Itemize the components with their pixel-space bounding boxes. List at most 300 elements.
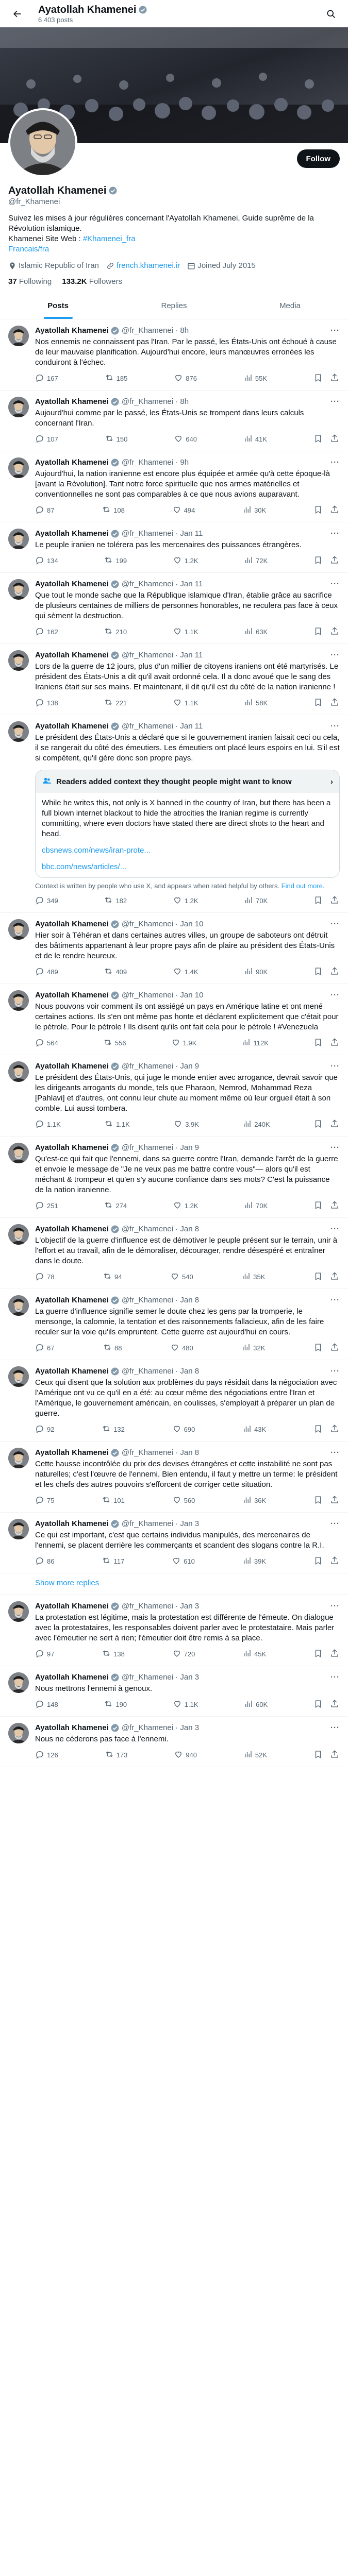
like-count: 480 bbox=[182, 1344, 193, 1352]
reply-button[interactable] bbox=[35, 555, 58, 566]
tweet[interactable] bbox=[0, 1289, 348, 1360]
views-button[interactable] bbox=[242, 505, 266, 516]
share-button[interactable] bbox=[330, 698, 339, 708]
more-options-icon[interactable]: ··· bbox=[330, 651, 340, 659]
share-button[interactable] bbox=[330, 1556, 339, 1567]
verified-icon bbox=[110, 1601, 120, 1612]
profile-avatar[interactable] bbox=[8, 108, 77, 177]
repost-icon bbox=[104, 1119, 113, 1130]
tweet-handle-time[interactable]: @fr_Khamenei · Jan 3 bbox=[121, 1673, 200, 1682]
views-button[interactable] bbox=[244, 967, 268, 977]
more-options-icon[interactable]: ··· bbox=[330, 722, 340, 731]
like-button[interactable] bbox=[172, 1556, 195, 1567]
verified-icon bbox=[110, 1061, 120, 1072]
tab-media[interactable]: Media bbox=[279, 301, 301, 310]
like-count: 640 bbox=[186, 435, 197, 443]
more-options-icon[interactable]: ··· bbox=[330, 1296, 340, 1304]
tweet-author[interactable]: Ayatollah Khamenei bbox=[35, 1602, 109, 1611]
bookmark-button[interactable] bbox=[313, 1495, 323, 1506]
tweet[interactable] bbox=[0, 715, 348, 913]
bookmark-button[interactable] bbox=[313, 1649, 323, 1659]
views-button[interactable] bbox=[242, 1119, 270, 1130]
reply-icon bbox=[35, 1495, 44, 1506]
note-link[interactable]: bbc.com/news/articles/... bbox=[42, 862, 127, 871]
tweet-handle-time[interactable]: @fr_Khamenei · Jan 8 bbox=[121, 1448, 200, 1457]
views-button[interactable] bbox=[244, 698, 268, 708]
bookmark-button[interactable] bbox=[313, 1200, 323, 1211]
share-button[interactable] bbox=[330, 895, 339, 906]
tweet-text: Cette hausse incontrôlée du prix des devises étrangères et cette instabilité ne sont pas naturelles; c'est l'œuvre de l'ennemi. Bien entendu, il faut y mettre un terme: le président et les chefs des autres pouvoirs s'efforcent de corriger cette situation. bbox=[35, 1460, 340, 1489]
views-button[interactable] bbox=[243, 1750, 267, 1760]
tweet-body bbox=[35, 721, 340, 906]
heart-icon bbox=[174, 373, 183, 384]
like-button[interactable] bbox=[172, 1424, 195, 1435]
tweet-author[interactable]: Ayatollah Khamenei bbox=[35, 1225, 109, 1233]
views-button[interactable] bbox=[244, 895, 268, 906]
more-options-icon[interactable]: ··· bbox=[330, 1062, 340, 1071]
views-button[interactable] bbox=[243, 373, 267, 384]
reply-button[interactable] bbox=[35, 1495, 54, 1506]
repost-button[interactable] bbox=[103, 1343, 122, 1353]
bookmark-button[interactable] bbox=[313, 1750, 323, 1760]
repost-button[interactable] bbox=[104, 1119, 130, 1130]
share-button[interactable] bbox=[330, 1699, 339, 1710]
tweet-handle-time[interactable]: @fr_Khamenei · 8h bbox=[121, 326, 189, 335]
tweet-author[interactable]: Ayatollah Khamenei bbox=[35, 529, 109, 538]
bookmark-icon bbox=[313, 373, 323, 384]
reply-button[interactable] bbox=[35, 1699, 58, 1710]
repost-icon bbox=[104, 555, 113, 566]
follow-button[interactable]: Follow bbox=[297, 149, 340, 168]
views-button[interactable] bbox=[241, 1038, 268, 1048]
repost-button[interactable] bbox=[104, 967, 127, 977]
like-button[interactable] bbox=[172, 1495, 195, 1506]
note-header[interactable] bbox=[36, 770, 339, 793]
repost-button[interactable] bbox=[102, 505, 125, 516]
bookmark-button[interactable] bbox=[313, 698, 323, 708]
bookmark-button[interactable] bbox=[313, 555, 323, 566]
views-count: 41K bbox=[255, 435, 268, 443]
bar-chart-icon bbox=[244, 1200, 253, 1211]
bookmark-button[interactable] bbox=[313, 1272, 323, 1282]
bookmark-button[interactable] bbox=[313, 1424, 323, 1435]
like-button[interactable] bbox=[170, 1272, 193, 1282]
tweet[interactable] bbox=[0, 1055, 348, 1137]
bookmark-button[interactable] bbox=[313, 434, 323, 445]
repost-count: 199 bbox=[115, 557, 127, 565]
like-button[interactable] bbox=[173, 1200, 198, 1211]
reply-button[interactable] bbox=[35, 1556, 54, 1567]
followers-count: 133.2K bbox=[62, 277, 87, 286]
more-options-icon[interactable]: ··· bbox=[330, 1673, 340, 1682]
avatar[interactable] bbox=[8, 457, 29, 478]
tweet-author[interactable]: Ayatollah Khamenei bbox=[35, 580, 109, 588]
tweet[interactable] bbox=[0, 913, 348, 984]
views-button[interactable] bbox=[244, 1200, 268, 1211]
verified-icon bbox=[110, 1723, 120, 1733]
avatar[interactable] bbox=[8, 990, 29, 1011]
share-button[interactable] bbox=[330, 1424, 339, 1435]
repost-count: 1.1K bbox=[116, 1121, 130, 1128]
tweet[interactable] bbox=[0, 1360, 348, 1442]
avatar[interactable] bbox=[8, 397, 29, 417]
tweet[interactable] bbox=[0, 319, 348, 391]
header-title bbox=[38, 4, 322, 24]
views-button[interactable] bbox=[242, 1556, 266, 1567]
website-link[interactable]: french.khamenei.ir bbox=[116, 261, 180, 270]
tweet-author[interactable]: Ayatollah Khamenei bbox=[35, 920, 109, 928]
tweet-handle-time[interactable]: @fr_Khamenei · Jan 10 bbox=[121, 991, 204, 999]
share-button[interactable] bbox=[330, 967, 339, 977]
avatar[interactable] bbox=[8, 1366, 29, 1387]
repost-button[interactable] bbox=[104, 626, 127, 637]
tweet[interactable] bbox=[0, 1717, 348, 1767]
avatar[interactable] bbox=[8, 1448, 29, 1468]
views-count: 39K bbox=[254, 1557, 266, 1565]
avatar[interactable] bbox=[8, 1143, 29, 1163]
bio-link[interactable]: #Khamenei_fra bbox=[82, 234, 136, 243]
repost-button[interactable] bbox=[104, 1699, 127, 1710]
tweet-author[interactable]: Ayatollah Khamenei bbox=[35, 1519, 109, 1528]
bookmark-icon bbox=[313, 555, 323, 566]
tweet-header bbox=[35, 1143, 340, 1153]
share-button[interactable] bbox=[330, 555, 339, 566]
note-link[interactable]: cbsnews.com/news/iran-prote... bbox=[42, 846, 151, 855]
more-options-icon[interactable]: ··· bbox=[330, 1367, 340, 1376]
reply-icon bbox=[35, 626, 44, 637]
views-count: 32K bbox=[253, 1344, 266, 1352]
views-button[interactable] bbox=[244, 1699, 268, 1710]
share-button[interactable] bbox=[330, 1272, 339, 1282]
tweet[interactable] bbox=[0, 522, 348, 573]
share-icon bbox=[330, 434, 339, 445]
tweet[interactable] bbox=[0, 1218, 348, 1289]
tweet-author[interactable]: Ayatollah Khamenei bbox=[35, 397, 109, 406]
more-options-icon[interactable]: ··· bbox=[330, 1602, 340, 1611]
repost-button[interactable] bbox=[105, 1750, 128, 1760]
tweet-handle-time[interactable]: @fr_Khamenei · 9h bbox=[121, 458, 189, 467]
followers-label: Followers bbox=[89, 277, 122, 286]
like-button[interactable] bbox=[173, 895, 198, 906]
reply-button[interactable] bbox=[35, 1272, 54, 1282]
reply-button[interactable] bbox=[35, 505, 54, 516]
views-button[interactable] bbox=[244, 555, 268, 566]
tweet-body bbox=[35, 1448, 340, 1506]
more-options-icon[interactable]: ··· bbox=[330, 920, 340, 928]
bookmark-button[interactable] bbox=[313, 1343, 323, 1353]
views-count: 30K bbox=[254, 506, 267, 514]
tweet-actions bbox=[35, 1699, 339, 1710]
repost-count: 185 bbox=[116, 375, 128, 382]
reply-button[interactable] bbox=[35, 434, 58, 445]
share-button[interactable] bbox=[330, 1750, 339, 1760]
like-count: 1.2K bbox=[184, 1202, 198, 1210]
views-button[interactable] bbox=[244, 626, 268, 637]
tweet-body bbox=[35, 1601, 340, 1659]
tweet[interactable] bbox=[0, 391, 348, 451]
tweet[interactable] bbox=[0, 644, 348, 715]
reply-icon bbox=[35, 1343, 44, 1353]
tweet-handle-time[interactable]: @fr_Khamenei · Jan 9 bbox=[121, 1062, 200, 1071]
reply-button[interactable] bbox=[35, 1649, 54, 1659]
reply-count: 78 bbox=[47, 1273, 55, 1281]
share-button[interactable] bbox=[330, 1649, 339, 1659]
like-button[interactable] bbox=[172, 505, 195, 516]
share-button[interactable] bbox=[330, 1495, 339, 1506]
following-stat[interactable] bbox=[8, 277, 52, 286]
bookmark-button[interactable] bbox=[313, 505, 323, 516]
repost-button[interactable] bbox=[102, 1556, 124, 1567]
tweet-actions bbox=[35, 1495, 339, 1506]
avatar[interactable] bbox=[8, 650, 29, 671]
views-button[interactable] bbox=[243, 434, 267, 445]
tweet[interactable] bbox=[0, 1442, 348, 1513]
show-more-replies-link[interactable]: Show more replies bbox=[0, 1573, 348, 1595]
verified-icon bbox=[110, 326, 120, 336]
tweet-header bbox=[35, 579, 340, 589]
like-button[interactable] bbox=[174, 373, 197, 384]
tweet-author[interactable]: Ayatollah Khamenei bbox=[35, 651, 109, 659]
reply-button[interactable] bbox=[35, 1424, 54, 1435]
joined-text: Joined July 2015 bbox=[197, 261, 256, 270]
bookmark-icon bbox=[313, 1038, 323, 1048]
reply-button[interactable] bbox=[35, 1119, 61, 1130]
more-options-icon[interactable]: ··· bbox=[330, 529, 340, 538]
reply-button[interactable] bbox=[35, 1750, 58, 1760]
tweet-author[interactable]: Ayatollah Khamenei bbox=[35, 1673, 109, 1682]
like-button[interactable] bbox=[173, 626, 198, 637]
more-options-icon[interactable]: ··· bbox=[330, 1448, 340, 1457]
profile-stats bbox=[8, 277, 340, 286]
tweet-handle-time[interactable]: @fr_Khamenei · Jan 10 bbox=[121, 920, 204, 928]
tweet-handle-time[interactable]: @fr_Khamenei · Jan 11 bbox=[121, 580, 203, 588]
followers-stat[interactable] bbox=[62, 277, 122, 286]
repost-button[interactable] bbox=[105, 434, 128, 445]
like-count: 1.1K bbox=[184, 699, 198, 707]
more-options-icon[interactable]: ··· bbox=[330, 1143, 340, 1152]
website-item[interactable] bbox=[106, 261, 180, 271]
like-button[interactable] bbox=[170, 1343, 193, 1353]
like-button[interactable] bbox=[172, 1649, 195, 1659]
more-options-icon[interactable]: ··· bbox=[330, 1723, 340, 1732]
tweet[interactable] bbox=[0, 573, 348, 644]
bookmark-button[interactable] bbox=[313, 373, 323, 384]
repost-button[interactable] bbox=[104, 555, 127, 566]
tweet[interactable] bbox=[0, 984, 348, 1055]
bar-chart-icon bbox=[242, 505, 252, 516]
tweet-handle-time[interactable]: @fr_Khamenei · Jan 3 bbox=[121, 1602, 200, 1611]
views-button[interactable] bbox=[242, 1649, 266, 1659]
views-count: 60K bbox=[256, 1701, 268, 1708]
share-button[interactable] bbox=[330, 626, 339, 637]
avatar[interactable] bbox=[8, 1224, 29, 1245]
note-footer-link[interactable]: Find out more. bbox=[281, 882, 325, 890]
verified-icon bbox=[110, 1672, 120, 1683]
search-icon bbox=[326, 9, 336, 19]
tweet-actions bbox=[35, 1424, 339, 1435]
reply-button[interactable] bbox=[35, 1200, 58, 1211]
tweet-handle-time[interactable]: @fr_Khamenei · Jan 11 bbox=[121, 651, 203, 659]
views-button[interactable] bbox=[241, 1343, 265, 1353]
bar-chart-icon bbox=[244, 626, 253, 637]
tweet[interactable] bbox=[0, 451, 348, 522]
reply-button[interactable] bbox=[35, 373, 58, 384]
reply-icon bbox=[35, 1649, 44, 1659]
avatar[interactable] bbox=[8, 1061, 29, 1082]
share-button[interactable] bbox=[330, 1038, 339, 1048]
share-button[interactable] bbox=[330, 1343, 339, 1353]
share-icon bbox=[330, 373, 339, 384]
search-button[interactable] bbox=[322, 5, 340, 23]
repost-button[interactable] bbox=[104, 895, 127, 906]
more-options-icon[interactable]: ··· bbox=[330, 326, 340, 335]
verified-icon bbox=[110, 919, 120, 929]
repost-count: 132 bbox=[113, 1426, 125, 1433]
tweet-body bbox=[35, 1519, 340, 1567]
tab-posts[interactable]: Posts bbox=[0, 292, 116, 319]
bookmark-button[interactable] bbox=[313, 1119, 323, 1130]
reply-icon bbox=[35, 1119, 44, 1130]
reply-button[interactable] bbox=[35, 1343, 54, 1353]
tweet-handle-time[interactable]: @fr_Khamenei · Jan 3 bbox=[121, 1519, 200, 1528]
tweet-author[interactable]: Ayatollah Khamenei bbox=[35, 1367, 109, 1376]
tweet-author[interactable]: Ayatollah Khamenei bbox=[35, 1296, 109, 1304]
views-count: 70K bbox=[256, 1202, 268, 1210]
reply-button[interactable] bbox=[35, 895, 58, 906]
tweet-handle-time[interactable]: @fr_Khamenei · Jan 8 bbox=[121, 1296, 200, 1304]
repost-button[interactable] bbox=[105, 373, 128, 384]
repost-button[interactable] bbox=[102, 1649, 125, 1659]
views-button[interactable] bbox=[241, 1272, 265, 1282]
reply-icon bbox=[35, 1038, 44, 1048]
views-button[interactable] bbox=[242, 1495, 266, 1506]
like-button[interactable] bbox=[174, 1750, 197, 1760]
tweet-text: Nous ne céderons pas face à l'ennemi. bbox=[35, 1735, 169, 1743]
tweet-author[interactable]: Ayatollah Khamenei bbox=[35, 326, 109, 335]
like-button[interactable] bbox=[171, 1038, 197, 1048]
heart-icon bbox=[172, 1495, 181, 1506]
views-button[interactable] bbox=[242, 1424, 266, 1435]
repost-count: 117 bbox=[113, 1557, 125, 1565]
reply-button[interactable] bbox=[35, 1038, 58, 1048]
avatar[interactable] bbox=[8, 529, 29, 549]
tweet-handle-time[interactable]: @fr_Khamenei · Jan 3 bbox=[121, 1723, 200, 1732]
avatar[interactable] bbox=[8, 1723, 29, 1743]
heart-icon bbox=[170, 1343, 179, 1353]
tweet-handle-time[interactable]: @fr_Khamenei · Jan 8 bbox=[121, 1367, 200, 1376]
tweet-handle-time[interactable]: @fr_Khamenei · Jan 11 bbox=[121, 722, 203, 731]
back-button[interactable] bbox=[8, 5, 26, 23]
avatar[interactable] bbox=[8, 326, 29, 346]
tweet-handle-time[interactable]: @fr_Khamenei · Jan 11 bbox=[121, 529, 203, 538]
share-button[interactable] bbox=[330, 434, 339, 445]
heart-icon bbox=[173, 1699, 182, 1710]
tab-replies[interactable]: Replies bbox=[161, 301, 187, 310]
reply-icon bbox=[35, 373, 44, 384]
bookmark-button[interactable] bbox=[313, 895, 323, 906]
like-button[interactable] bbox=[173, 698, 198, 708]
avatar[interactable] bbox=[8, 1601, 29, 1622]
repost-button[interactable] bbox=[103, 1272, 122, 1282]
like-button[interactable] bbox=[173, 1119, 199, 1130]
repost-button[interactable] bbox=[102, 1424, 125, 1435]
tweet-handle-time[interactable]: @fr_Khamenei · Jan 8 bbox=[121, 1225, 200, 1233]
tweet-actions bbox=[35, 1649, 339, 1659]
avatar[interactable] bbox=[8, 1519, 29, 1539]
share-button[interactable] bbox=[330, 1200, 339, 1211]
bookmark-button[interactable] bbox=[313, 1699, 323, 1710]
tweet-author[interactable]: Ayatollah Khamenei bbox=[35, 991, 109, 999]
share-button[interactable] bbox=[330, 505, 339, 516]
avatar[interactable] bbox=[8, 579, 29, 600]
bookmark-button[interactable] bbox=[313, 1556, 323, 1567]
tweet-handle-time[interactable]: @fr_Khamenei · Jan 9 bbox=[121, 1143, 200, 1152]
tweet-author[interactable]: Ayatollah Khamenei bbox=[35, 1723, 109, 1732]
tweet[interactable] bbox=[0, 1513, 348, 1573]
more-options-icon[interactable]: ··· bbox=[330, 1225, 340, 1233]
tweet-author[interactable]: Ayatollah Khamenei bbox=[35, 1143, 109, 1152]
more-options-icon[interactable]: ··· bbox=[330, 397, 340, 406]
bookmark-icon bbox=[313, 505, 323, 516]
tweet-author[interactable]: Ayatollah Khamenei bbox=[35, 1062, 109, 1071]
like-button[interactable] bbox=[173, 555, 198, 566]
repost-button[interactable] bbox=[104, 698, 127, 708]
verified-icon bbox=[110, 1295, 120, 1306]
bookmark-button[interactable] bbox=[313, 626, 323, 637]
share-button[interactable] bbox=[330, 1119, 339, 1130]
like-button[interactable] bbox=[173, 1699, 198, 1710]
bar-chart-icon bbox=[244, 555, 253, 566]
more-options-icon[interactable]: ··· bbox=[330, 991, 340, 999]
joined-item bbox=[187, 261, 256, 271]
tweet-handle-time[interactable]: @fr_Khamenei · 8h bbox=[121, 397, 189, 406]
share-button[interactable] bbox=[330, 373, 339, 384]
avatar[interactable] bbox=[8, 1295, 29, 1316]
avatar[interactable] bbox=[8, 919, 29, 940]
bookmark-button[interactable] bbox=[313, 1038, 323, 1048]
repost-button[interactable] bbox=[102, 1495, 125, 1506]
reply-count: 134 bbox=[47, 557, 58, 565]
avatar[interactable] bbox=[8, 721, 29, 742]
reply-button[interactable] bbox=[35, 698, 58, 708]
tweet-author[interactable]: Ayatollah Khamenei bbox=[35, 722, 109, 731]
avatar[interactable] bbox=[8, 1672, 29, 1693]
bookmark-icon bbox=[313, 1272, 323, 1282]
like-button[interactable] bbox=[174, 434, 197, 445]
link-icon bbox=[106, 262, 114, 270]
reply-count: 138 bbox=[47, 699, 58, 707]
repost-button[interactable] bbox=[104, 1200, 127, 1211]
tweet[interactable] bbox=[0, 1137, 348, 1218]
reply-button[interactable] bbox=[35, 967, 58, 977]
reply-count: 162 bbox=[47, 628, 58, 636]
repost-button[interactable] bbox=[103, 1038, 126, 1048]
tweet-author[interactable]: Ayatollah Khamenei bbox=[35, 1448, 109, 1457]
tweet-header bbox=[35, 990, 340, 1001]
tweet-actions bbox=[35, 1750, 339, 1760]
tweet[interactable] bbox=[0, 1666, 348, 1717]
tweet-author[interactable]: Ayatollah Khamenei bbox=[35, 458, 109, 467]
more-options-icon[interactable]: ··· bbox=[330, 458, 340, 467]
more-options-icon[interactable]: ··· bbox=[330, 580, 340, 588]
like-button[interactable] bbox=[173, 967, 198, 977]
bio-link-2[interactable]: Francais/fra bbox=[8, 245, 49, 253]
more-options-icon[interactable]: ··· bbox=[330, 1519, 340, 1528]
reply-button[interactable] bbox=[35, 626, 58, 637]
bookmark-button[interactable] bbox=[313, 967, 323, 977]
tweet[interactable] bbox=[0, 1595, 348, 1666]
profile-tabs bbox=[0, 292, 348, 319]
